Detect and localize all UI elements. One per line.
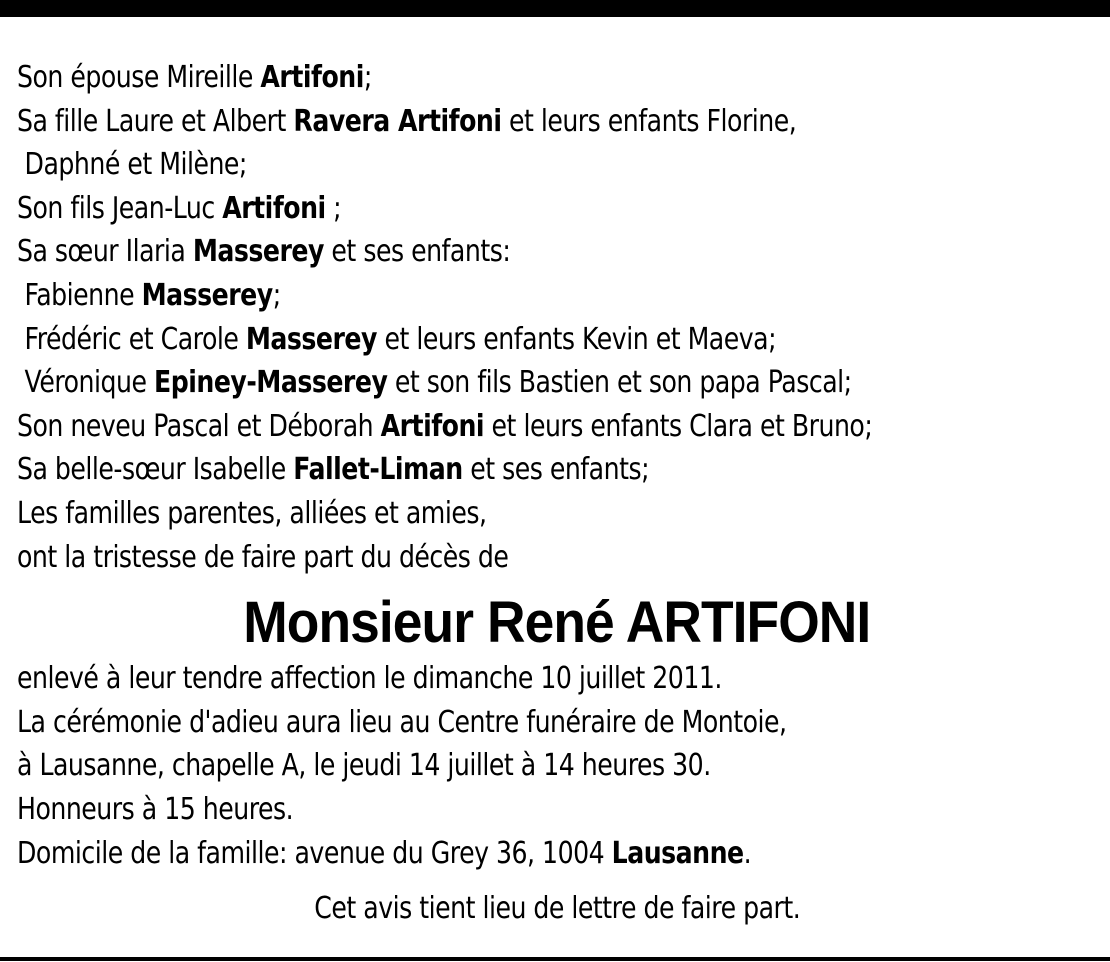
death-notice: [17, 56, 1097, 931]
closing-statement: [17, 887, 1097, 931]
notice-line: Honneurs à 15 heures.: [17, 791, 294, 827]
notice-line: ont la tristesse de faire part du décès de: [17, 539, 509, 575]
notice-line: Les familles parentes, alliées et amies,: [17, 495, 487, 531]
bottom-border: [0, 957, 1110, 961]
deceased-name-text: Monsieur René ARTIFONI: [243, 590, 871, 656]
notice-line: Sa fille Laure et Albert Ravera Artifoni et leurs enfants Florine,: [17, 103, 797, 139]
notice-line: Fabienne Masserey;: [24, 277, 281, 313]
notice-line: Daphné et Milène;: [24, 147, 247, 183]
notice-line: à Lausanne, chapelle A, le jeudi 14 juillet à 14 heures 30.: [17, 748, 711, 784]
ceremony-details: [17, 657, 1097, 875]
notice-line: Frédéric et Carole Masserey et leurs enfants Kevin et Maeva;: [24, 321, 777, 357]
deceased-name: [17, 589, 1097, 657]
notice-line: enlevé à leur tendre affection le dimanche 10 juillet 2011.: [17, 661, 722, 697]
top-border: [0, 0, 1110, 17]
notice-line: Domicile de la famille: avenue du Grey 36, 1004 Lausanne.: [17, 835, 752, 871]
notice-line: Son fils Jean-Luc Artifoni ;: [17, 190, 342, 226]
notice-line: Sa sœur Ilaria Masserey et ses enfants:: [17, 234, 511, 270]
notice-line: Véronique Epiney-Masserey et son fils Bastien et son papa Pascal;: [24, 365, 852, 401]
notice-line: Son neveu Pascal et Déborah Artifoni et leurs enfants Clara et Bruno;: [17, 408, 873, 444]
notice-line: Son épouse Mireille Artifoni;: [17, 60, 372, 95]
notice-line: La cérémonie d'adieu aura lieu au Centre funéraire de Montoie,: [17, 704, 787, 740]
closing-text: Cet avis tient lieu de lettre de faire part.: [314, 891, 800, 927]
notice-line: Sa belle-sœur Isabelle Fallet-Liman et ses enfants;: [17, 452, 650, 488]
